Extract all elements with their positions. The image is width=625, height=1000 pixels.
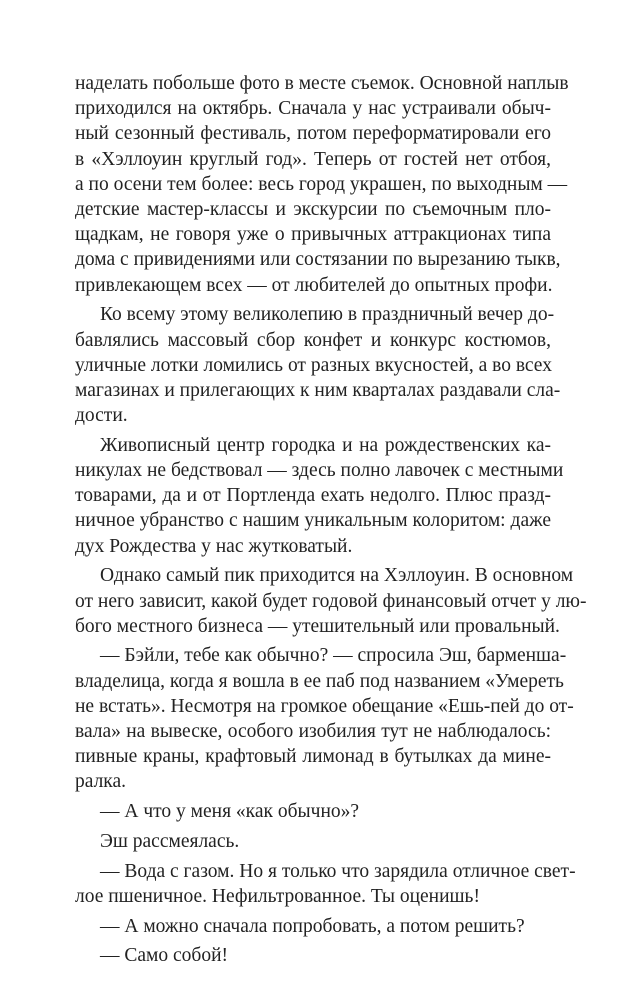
text-line: пивные краны, крафтовый лимонад в бутылках да мине- [75,746,551,768]
text-line: — Бэйли, тебе как обычно? — спросила Эш, барменша- [100,645,567,667]
text-line: наделать побольше фото в месте съемок. Основной наплыв [75,73,569,94]
text-line: магазинах и прилегающих к ним кварталах раздавали сла- [75,379,561,401]
text-line: уличные лотки ломились от разных вкусностей, а во всех [75,354,552,376]
text-line: а по осени тем более: весь город украшен, по выходным — [75,173,568,195]
text-line: бавлялись массовый сбор конфет и конкурс костюмов, [75,329,551,351]
paragraph [75,433,564,559]
text-line: товарами, да и от Портленда ехать недолго. Плюс празд- [75,485,551,507]
text-line: вала» на вывеске, особого изобилия тут не наблюдалось: [75,721,551,743]
paragraph [75,302,561,428]
text-line: никулах не бедствовал — здесь полно лавочек с местными [75,460,564,482]
text-line: щадкам, не говоря уже о привычных аттракционах типа [75,224,551,246]
text-line: дух Рождества у нас жутковатый. [75,535,353,557]
text-line: — А что у меня «как обычно»? [100,801,360,823]
text-line: от него зависит, какой будет годовой финансовый отчет у лю- [75,590,587,612]
text-line: Ко всему этому великолепию в праздничный вечер до- [100,304,555,326]
paragraph [75,829,551,854]
text-line: детские мастер-классы и экскурсии по съемочным пло- [75,199,551,221]
text-line: Живописный центр городка и на рождественских ка- [100,434,551,456]
text-line: владелица, когда я вошла в ее паб под названием «Умереть [75,670,564,692]
text-line: приходился на октябрь. Сначала у нас устраивали обыч- [75,98,551,120]
text-line: Однако самый пик приходится на Хэллоуин. В основном [100,565,574,587]
text-line: Эш рассмеялась. [100,830,240,852]
text-line: дости. [75,405,128,427]
paragraph [75,859,576,909]
text-line: не встать». Несмотря на громкое обещание «Ешь-пей до от- [75,695,574,717]
paragraph [75,943,551,968]
paragraph [75,643,574,794]
text-line: дома с привидениями или состязании по вырезанию тыкв, [75,249,561,271]
text-line: ничное убранство с нашим уникальным колоритом: даже [75,510,551,532]
text-line: привлекающем всех — от любителей до опытных профи. [75,274,553,296]
text-line: ралка. [75,771,127,793]
text-line: в «Хэллоуин круглый год». Теперь от гостей нет отбоя, [75,148,551,170]
text-line: бого местного бизнеса — утешительный или провальный. [75,615,560,637]
text-line: — А можно сначала попробовать, а потом решить? [100,915,525,937]
text-line: — Само собой! [100,945,229,967]
paragraph [75,71,569,298]
paragraph [75,563,587,639]
text-line: лое пшеничное. Нефильтрованное. Ты оценишь! [75,885,480,907]
paragraph [75,914,551,939]
paragraph [75,799,551,824]
text-line: — Вода с газом. Но я только что зарядила отличное свет- [100,860,576,882]
book-page-text [75,71,587,973]
text-line: ный сезонный фестиваль, потом переформатировали его [75,123,551,145]
